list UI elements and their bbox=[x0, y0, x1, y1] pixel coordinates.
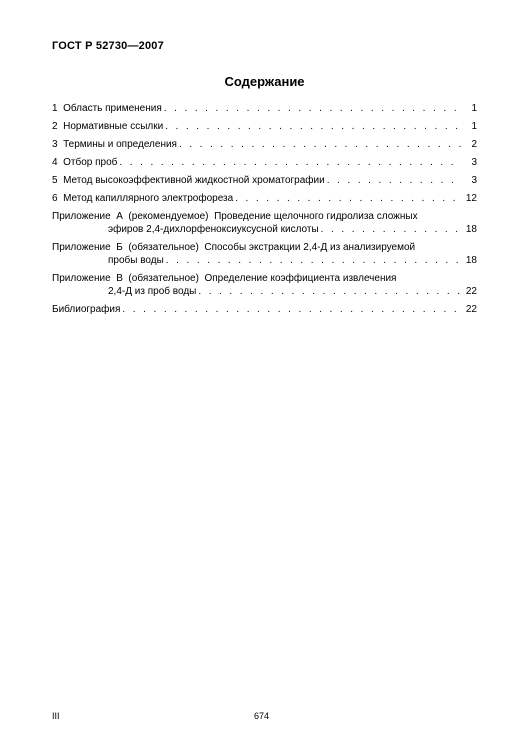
toc-appendix-heading: Приложение В (обязательное) Определение коэффициента извлечения bbox=[52, 273, 397, 284]
dot-leader bbox=[119, 156, 462, 169]
toc-appendix-entry[interactable] bbox=[52, 272, 477, 298]
toc-entry-text: 4 Отбор проб bbox=[52, 157, 118, 168]
toc-appendix-entry[interactable] bbox=[52, 210, 477, 236]
dot-leader bbox=[165, 120, 462, 133]
toc-entry-text: 2 Нормативные ссылки bbox=[52, 121, 164, 132]
toc-entry-text: 1 Область применения bbox=[52, 103, 162, 114]
dot-leader bbox=[327, 174, 462, 187]
toc-appendix-text: 2,4-Д из проб воды bbox=[108, 286, 197, 297]
toc-appendix-entry[interactable] bbox=[52, 241, 477, 267]
toc-entry-page: 2 bbox=[471, 139, 477, 150]
toc-entry[interactable] bbox=[52, 156, 477, 169]
toc-entry[interactable] bbox=[52, 174, 477, 187]
toc-entry-text: 5 Метод высокоэффективной жидкостной хроматографии bbox=[52, 175, 325, 186]
document-code: ГОСТ Р 52730—2007 bbox=[52, 40, 164, 52]
toc-appendix-heading: Приложение А (рекомендуемое) Проведение щелочного гидролиза сложных bbox=[52, 211, 418, 222]
toc-entry[interactable] bbox=[52, 120, 477, 133]
dot-leader bbox=[166, 254, 462, 267]
toc-entry-page: 3 bbox=[471, 157, 477, 168]
toc-entry[interactable] bbox=[52, 138, 477, 151]
toc-entry-page: 18 bbox=[465, 224, 477, 235]
toc-entry[interactable] bbox=[52, 192, 477, 205]
dot-leader bbox=[179, 138, 462, 151]
toc-entry-page: 22 bbox=[465, 304, 477, 315]
dot-leader bbox=[122, 303, 462, 316]
toc-entry-page: 18 bbox=[465, 255, 477, 266]
toc-entry-page: 3 bbox=[471, 175, 477, 186]
toc-entry-page: 12 bbox=[465, 193, 477, 204]
toc-title: Содержание bbox=[224, 74, 305, 89]
page-number: 674 bbox=[254, 711, 270, 721]
toc-entry[interactable] bbox=[52, 102, 477, 115]
dot-leader bbox=[321, 223, 462, 236]
toc-appendix-text: эфиров 2,4-дихлорфеноксиуксусной кислоты bbox=[108, 224, 319, 235]
dot-leader bbox=[198, 285, 462, 298]
toc-entry-page: 1 bbox=[471, 121, 477, 132]
table-of-contents bbox=[52, 102, 477, 321]
dot-leader bbox=[235, 192, 462, 205]
toc-entry-page: 1 bbox=[471, 103, 477, 114]
toc-entry-text: Библиография bbox=[52, 304, 121, 315]
dot-leader bbox=[164, 102, 462, 115]
toc-appendix-heading: Приложение Б (обязательное) Способы экстракции 2,4-Д из анализируемой bbox=[52, 242, 416, 253]
roman-page-number: III bbox=[52, 711, 60, 721]
toc-bibliography-entry[interactable] bbox=[52, 303, 477, 316]
toc-entry-text: 3 Термины и определения bbox=[52, 139, 177, 150]
toc-entry-page: 22 bbox=[465, 286, 477, 297]
toc-entry-text: 6 Метод капиллярного электрофореза bbox=[52, 193, 234, 204]
toc-appendix-text: пробы воды bbox=[108, 255, 164, 266]
